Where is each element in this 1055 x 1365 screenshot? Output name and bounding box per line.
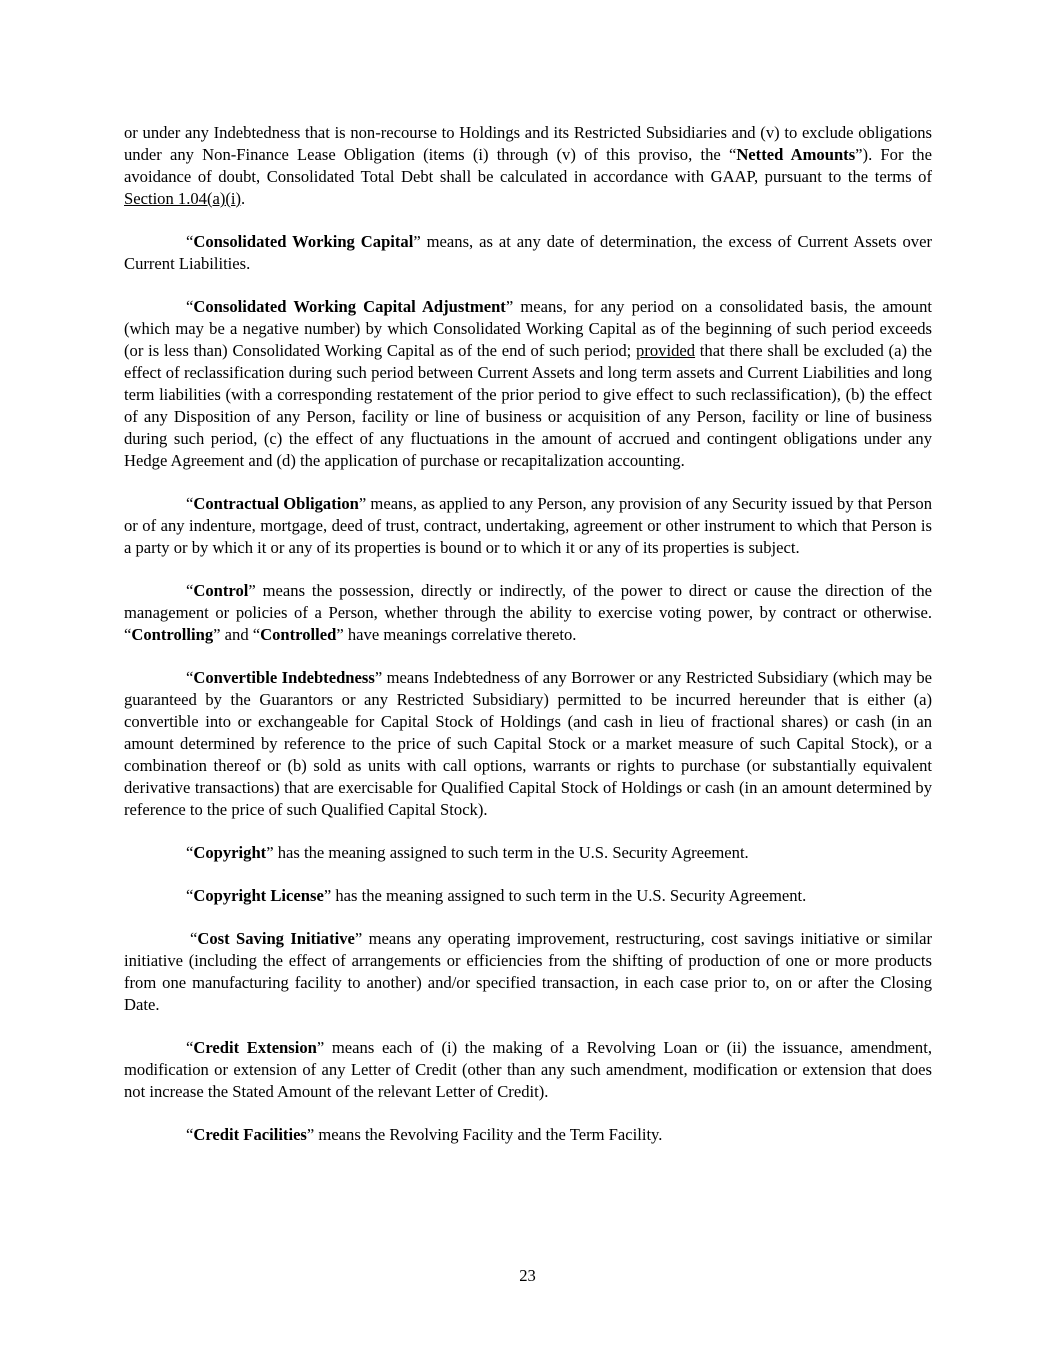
section-reference: Section 1.04(a)(i) bbox=[124, 189, 242, 208]
definition-credit-extension: “Credit Extension” means each of (i) the making of a Revolving Loan or (ii) the issuance, amendment, modification or extension of any Letter of Credit (other than any such amendment, modification or extension that does not increase the Stated Amount of the relevant Letter of Credit). bbox=[124, 1038, 932, 1101]
document-page bbox=[124, 122, 932, 1167]
defined-term: Control bbox=[193, 581, 249, 600]
defined-term: Cost Saving Initiative bbox=[197, 929, 355, 948]
defined-term: Credit Facilities bbox=[193, 1125, 307, 1144]
defined-term: Consolidated Working Capital bbox=[193, 232, 414, 251]
definition-cost-saving-initiative: “Cost Saving Initiative” means any operating improvement, restructuring, cost savings initiative or similar initiative (including the effect of arrangements or efficiencies from the shifting of production of one or more products from one manufacturing facility to another) and/or specified transaction, in each case prior to, on or after the Closing Date. bbox=[124, 929, 932, 1014]
defined-term: Credit Extension bbox=[193, 1038, 317, 1057]
defined-term: Netted Amounts bbox=[736, 145, 856, 164]
definition-consolidated-working-capital-adjustment: “Consolidated Working Capital Adjustment” means, for any period on a consolidated basis, the amount (which may be a negative number) by which Consolidated Working Capital as of the beginning of such period exceeds (or is less than) Consolidated Working Capital as of the end of such period; provided that there shall be excluded (a) the effect of reclassification during such period between Current Assets and long term assets and Current Liabilities and long term liabilities (with a corresponding restatement of the prior period to give effect to such reclassification), (b) the effect of any Disposition of any Person, facility or line of business or acquisition of any Person, facility or line of business during such period, (c) the effect of any fluctuations in the amount of accrued and contingent obligations under any Hedge Agreement and (d) the application of purchase or recapitalization accounting. bbox=[124, 297, 933, 470]
definition-contractual-obligation: “Contractual Obligation” means, as applied to any Person, any provision of any Security issued by that Person or of any indenture, mortgage, deed of trust, contract, undertaking, agreement or other instrument to which that Person is a party or by which it or any of its properties is bound or to which it or any of its properties is subject. bbox=[124, 494, 933, 557]
defined-term: Copyright bbox=[193, 843, 267, 862]
defined-term: Controlled bbox=[260, 625, 337, 644]
definition-control: “Control” means the possession, directly or indirectly, of the power to direct or cause the direction of the management or policies of a Person, whether through the ability to exercise voting power, by contract or otherwise. “Controlling” and “Controlled” have meanings correlative thereto. bbox=[124, 581, 932, 644]
page-number: 23 bbox=[519, 1266, 536, 1285]
defined-term: Controlling bbox=[131, 625, 214, 644]
defined-term: Consolidated Working Capital Adjustment bbox=[193, 297, 506, 316]
definition-copyright: “Copyright” has the meaning assigned to such term in the U.S. Security Agreement. bbox=[186, 843, 749, 862]
defined-term: Contractual Obligation bbox=[193, 494, 359, 513]
definition-convertible-indebtedness: “Convertible Indebtedness” means Indebtedness of any Borrower or any Restricted Subsidiary (which may be guaranteed by the Guarantors or any Restricted Subsidiary) permitted to be incurred hereunder that is either (a) convertible into or exchangeable for Capital Stock of Holdings (and cash in lieu of fractional shares) or cash (in an amount determined by reference to the price of such Capital Stock or a market measure of such Capital Stock), or a combination thereof or (b) sold as units with call options, warrants or rights to purchase (or substantially equivalent derivative transactions) that are exercisable for Qualified Capital Stock of Holdings or cash (in an amount determined by reference to the price of such Qualified Capital Stock). bbox=[124, 668, 932, 819]
paragraph-netted-amounts: or under any Indebtedness that is non-recourse to Holdings and its Restricted Subsidiaries and (v) to exclude obligations under any Non-Finance Lease Obligation (items (i) through (v) of this proviso, the “Netted Amounts”). For the avoidance of doubt, Consolidated Total Debt shall be calculated in accordance with GAAP, pursuant to the terms of Section 1.04(a)(i). bbox=[124, 123, 932, 208]
defined-term: Copyright License bbox=[193, 886, 324, 905]
definition-credit-facilities: “Credit Facilities” means the Revolving Facility and the Term Facility. bbox=[186, 1125, 663, 1144]
definition-copyright-license: “Copyright License” has the meaning assigned to such term in the U.S. Security Agreement. bbox=[186, 886, 807, 905]
defined-term: Convertible Indebtedness bbox=[193, 668, 375, 687]
definition-consolidated-working-capital: “Consolidated Working Capital” means, as at any date of determination, the excess of Current Assets over Current Liabilities. bbox=[124, 232, 932, 273]
proviso-term: provided bbox=[636, 341, 696, 360]
